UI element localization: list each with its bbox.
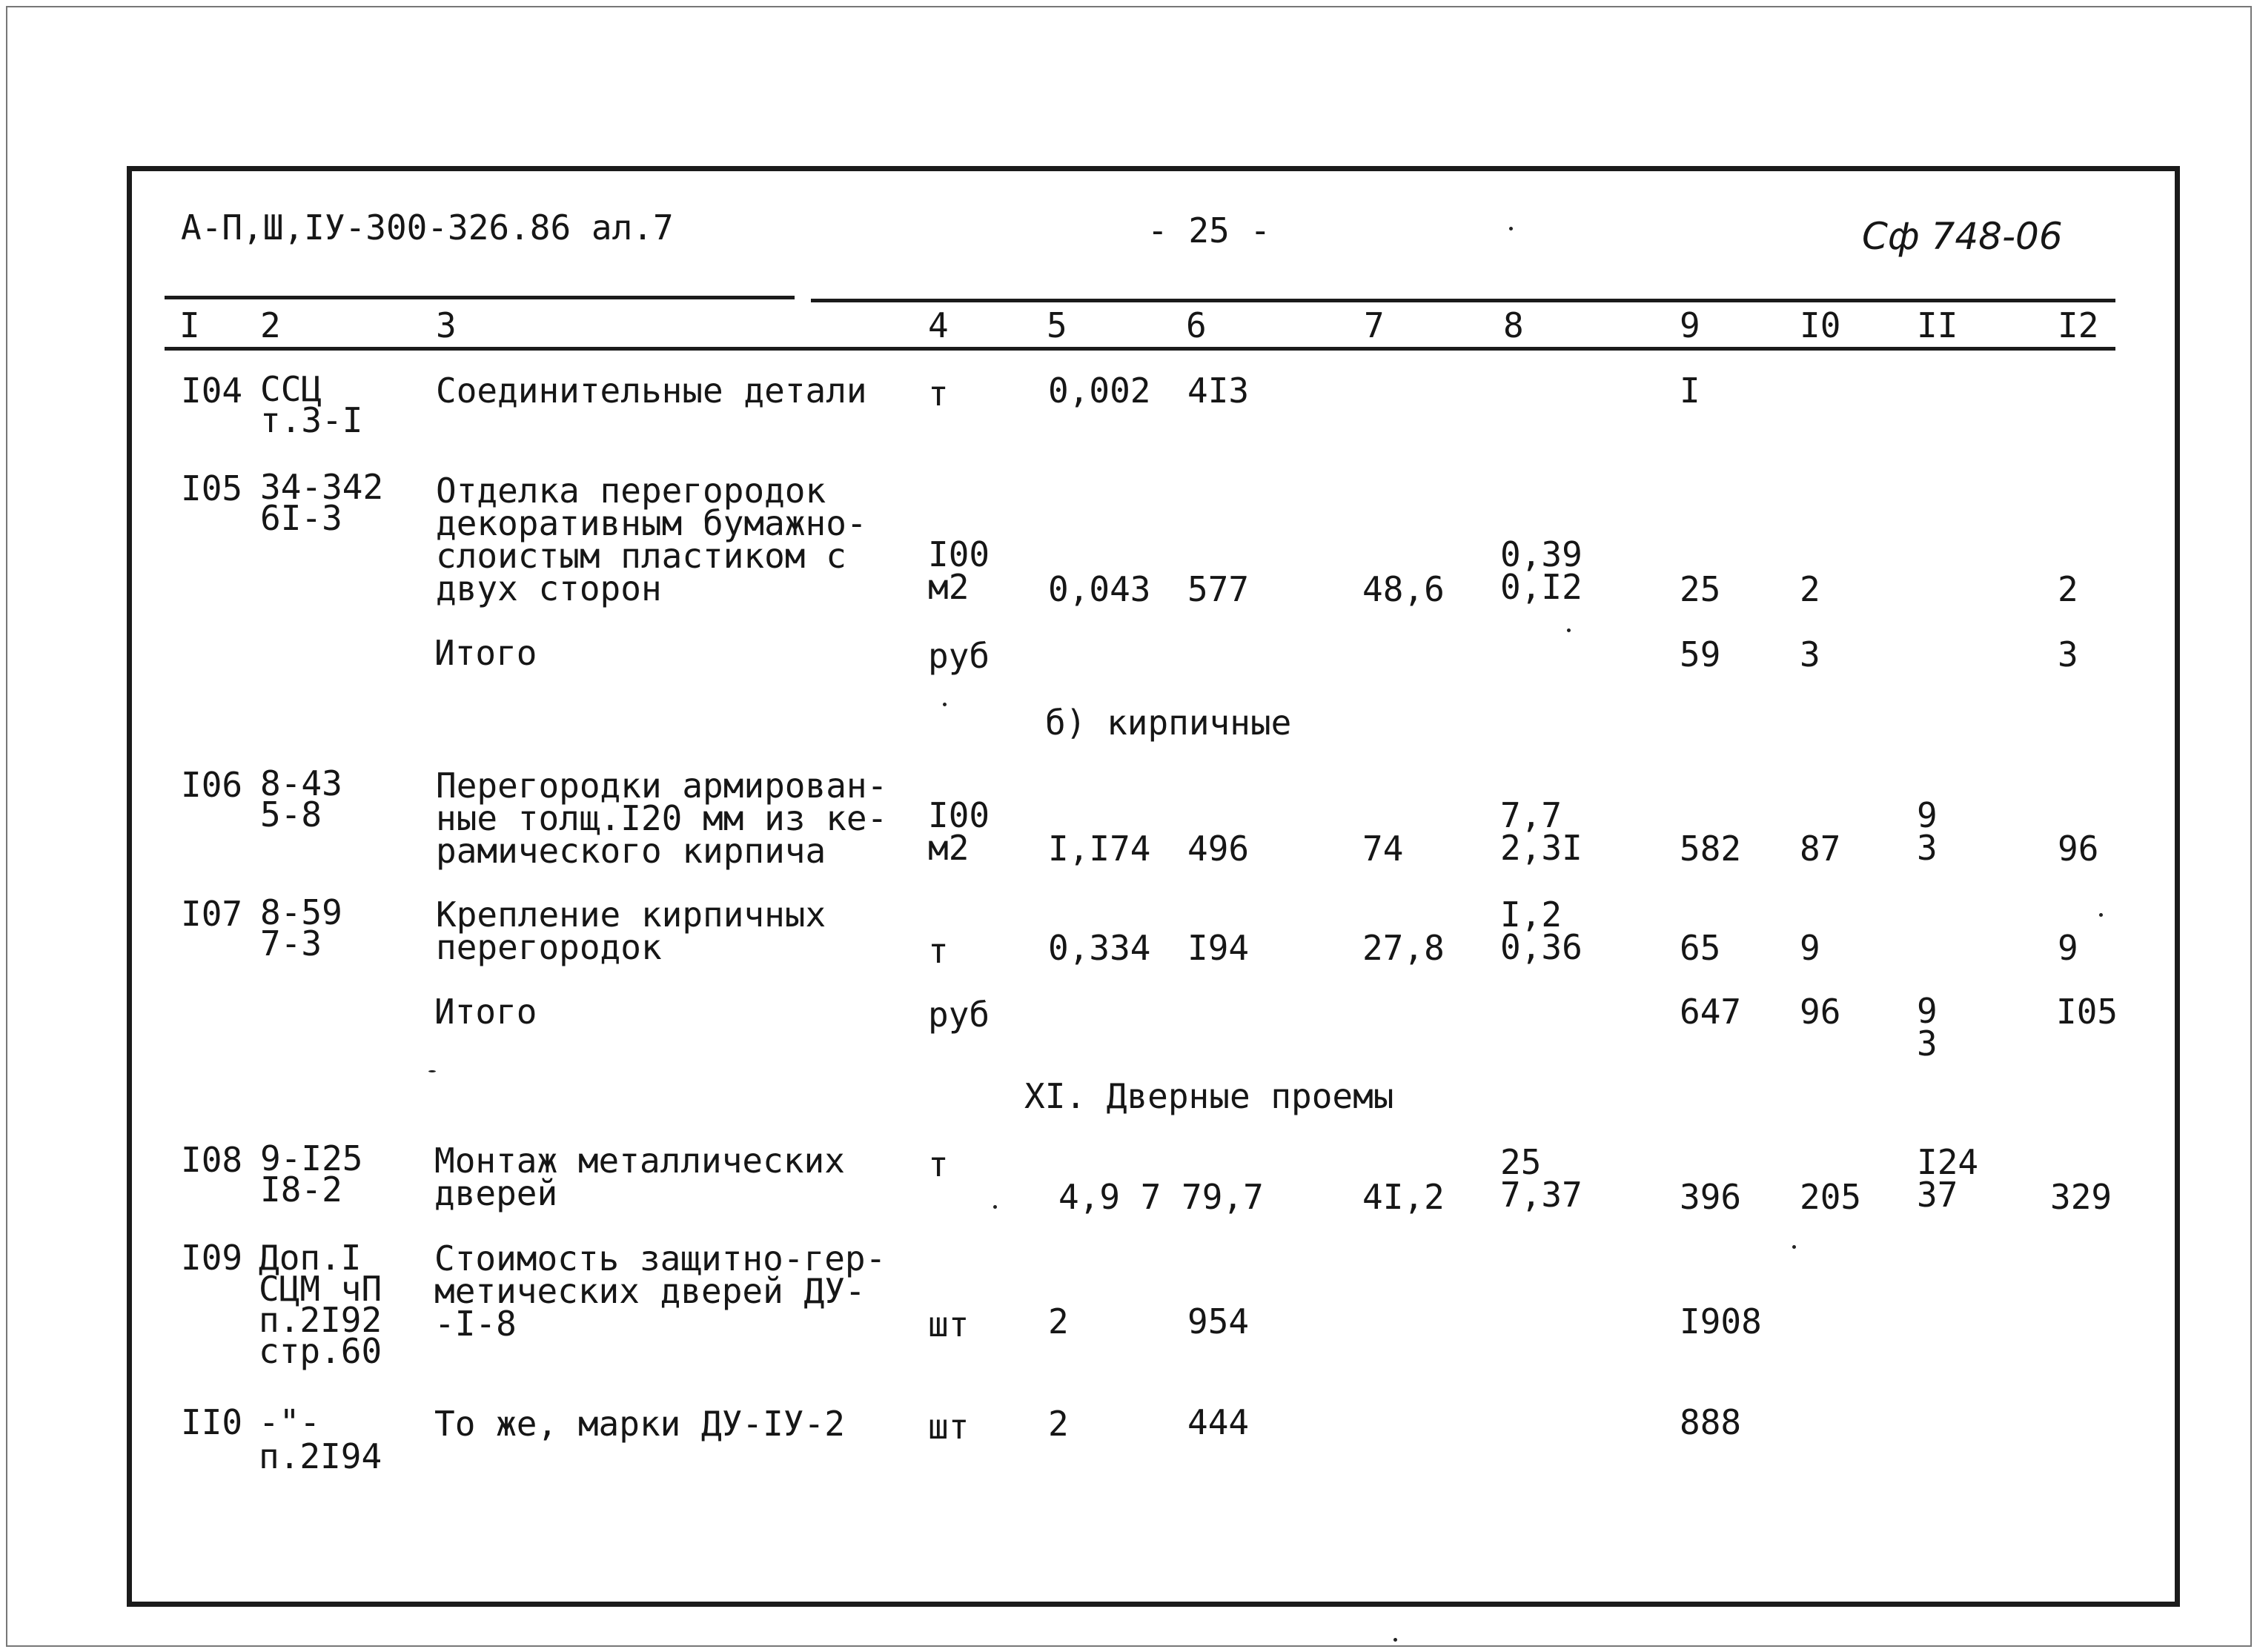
row-number: I09 [181, 1238, 243, 1278]
speck [943, 703, 947, 706]
col-header-1: I [179, 305, 200, 345]
total-wages: 9 [1800, 928, 1820, 968]
work-name: Крепление кирпичных перегородок [436, 895, 826, 967]
norm-code: 8-59 7-3 [260, 892, 342, 963]
col-header-12: I2 [2058, 305, 2099, 345]
unit: I00 м2 [928, 795, 990, 868]
speck [993, 1205, 997, 1209]
row-number: II0 [181, 1402, 243, 1442]
col-header-8: 8 [1503, 305, 1524, 345]
unit: т [928, 931, 949, 971]
total-machine-wages: I24 37 [1917, 1142, 1979, 1215]
wages: 27,8 [1362, 928, 1445, 968]
col-header-7: 7 [1364, 305, 1385, 345]
unit: т [928, 374, 949, 414]
quantity: 0,334 [1048, 928, 1151, 968]
unit: шт [928, 1407, 970, 1447]
work-name: Монтаж металлических дверей [434, 1141, 845, 1213]
wages: 48,6 [1362, 569, 1445, 609]
unit: руб [928, 995, 990, 1035]
col-header-6: 6 [1186, 305, 1207, 345]
speck [1393, 1638, 1397, 1642]
row-number: I08 [181, 1140, 243, 1180]
col-header-10: I0 [1800, 305, 1841, 345]
norm-code: Доп.I СЦМ чП п.2I92 стр.60 [259, 1238, 382, 1371]
unit-cost: 577 [1187, 569, 1250, 609]
unit-cost: I94 [1187, 928, 1250, 968]
total-cost: 65 [1680, 928, 1721, 968]
work-name: Перегородки армирован- ные толщ.I20 мм из ке- рамического кирпича [436, 766, 888, 871]
unit-cost: 496 [1187, 829, 1250, 869]
col-header-5: 5 [1047, 305, 1067, 345]
norm-code: -"- п.2I94 [259, 1402, 382, 1476]
total-machine-wages: 9 3 [1917, 991, 1938, 1064]
quantity: 2 [1048, 1404, 1069, 1444]
col-header-3: 3 [436, 305, 457, 345]
machine-cost: 0,39 0,I2 [1500, 534, 1582, 607]
total-wages: 87 [1800, 829, 1841, 869]
norm-code: 9-I25 I8-2 [260, 1138, 363, 1210]
total-machine: I05 [2056, 992, 2118, 1032]
row-number: I04 [181, 371, 243, 411]
quantity: 2 [1048, 1301, 1069, 1341]
header-rule-right [811, 299, 2115, 302]
col-header-4: 4 [928, 305, 949, 345]
machine-cost: I,2 0,36 [1500, 895, 1582, 967]
row-number: I05 [181, 468, 243, 508]
machine-cost: 25 7,37 [1500, 1142, 1582, 1215]
total-wages: 96 [1800, 992, 1841, 1032]
total-cost: 647 [1680, 992, 1742, 1032]
speck [2099, 913, 2103, 917]
total-cost: 396 [1680, 1177, 1742, 1217]
total-cost: 582 [1680, 829, 1742, 869]
total-wages: 3 [1800, 634, 1820, 674]
unit-cost: 79,7 [1181, 1177, 1264, 1217]
quantity: 4,9 7 [1058, 1177, 1161, 1217]
section-title: XI. Дверные проемы [1024, 1076, 1394, 1116]
doc-code: А-П,Ш,IУ-300-326.86 ал.7 [181, 208, 674, 248]
unit: I00 м2 [928, 534, 990, 607]
row-number: I07 [181, 894, 243, 934]
subtotal-label: Итого [434, 992, 537, 1032]
quantity: 0,002 [1048, 371, 1151, 411]
total-wages: 205 [1800, 1177, 1862, 1217]
speck [428, 1070, 436, 1072]
total-machine: 9 [2058, 928, 2078, 968]
unit: шт [928, 1304, 970, 1344]
column-header-rule [165, 347, 2115, 351]
speck [1567, 628, 1571, 632]
handwritten-stamp: Сф 748-06 [1862, 215, 2063, 258]
total-cost: 888 [1680, 1402, 1742, 1442]
total-machine: 3 [2058, 634, 2078, 674]
header-rule-left [165, 296, 795, 299]
subtotal-label: Итого [434, 633, 537, 673]
unit: руб [928, 636, 990, 676]
col-header-11: II [1917, 305, 1958, 345]
quantity: 0,043 [1048, 569, 1151, 609]
row-number: I06 [181, 765, 243, 805]
wages: 4I,2 [1362, 1177, 1445, 1217]
unit: т [928, 1144, 949, 1184]
page-number: - 25 - [1147, 210, 1271, 251]
work-name: Отделка перегородок декоративным бумажно- слоистым пластиком с двух сторон [436, 471, 867, 608]
total-machine: 329 [2050, 1177, 2112, 1217]
unit-cost: 4I3 [1187, 371, 1250, 411]
total-machine: 2 [2058, 569, 2078, 609]
work-name: Стоимость защитно-гер- метических дверей ДУ- -I-8 [434, 1238, 886, 1344]
total-cost: I [1680, 371, 1700, 411]
norm-code: ССЦ т.3-I [260, 369, 363, 440]
total-cost: 25 [1680, 569, 1721, 609]
col-header-2: 2 [260, 305, 281, 345]
total-wages: 2 [1800, 569, 1820, 609]
quantity: I,I74 [1048, 829, 1151, 869]
work-name: Соединительные детали [436, 371, 867, 411]
page-frame [127, 166, 2180, 1607]
col-header-9: 9 [1680, 305, 1700, 345]
speck [1792, 1245, 1796, 1249]
total-cost: I908 [1680, 1301, 1762, 1341]
unit-cost: 954 [1187, 1301, 1250, 1341]
total-machine-wages: 9 3 [1917, 795, 1938, 868]
unit-cost: 444 [1187, 1402, 1250, 1442]
work-name: То же, марки ДУ-IУ-2 [434, 1404, 845, 1444]
total-machine: 96 [2058, 829, 2099, 869]
wages: 74 [1362, 829, 1404, 869]
speck [1509, 227, 1513, 230]
machine-cost: 7,7 2,3I [1500, 795, 1582, 868]
section-title: б) кирпичные [1045, 703, 1292, 743]
total-cost: 59 [1680, 634, 1721, 674]
norm-code: 8-43 5-8 [260, 763, 342, 835]
norm-code: 34-342 6I-3 [260, 467, 384, 538]
